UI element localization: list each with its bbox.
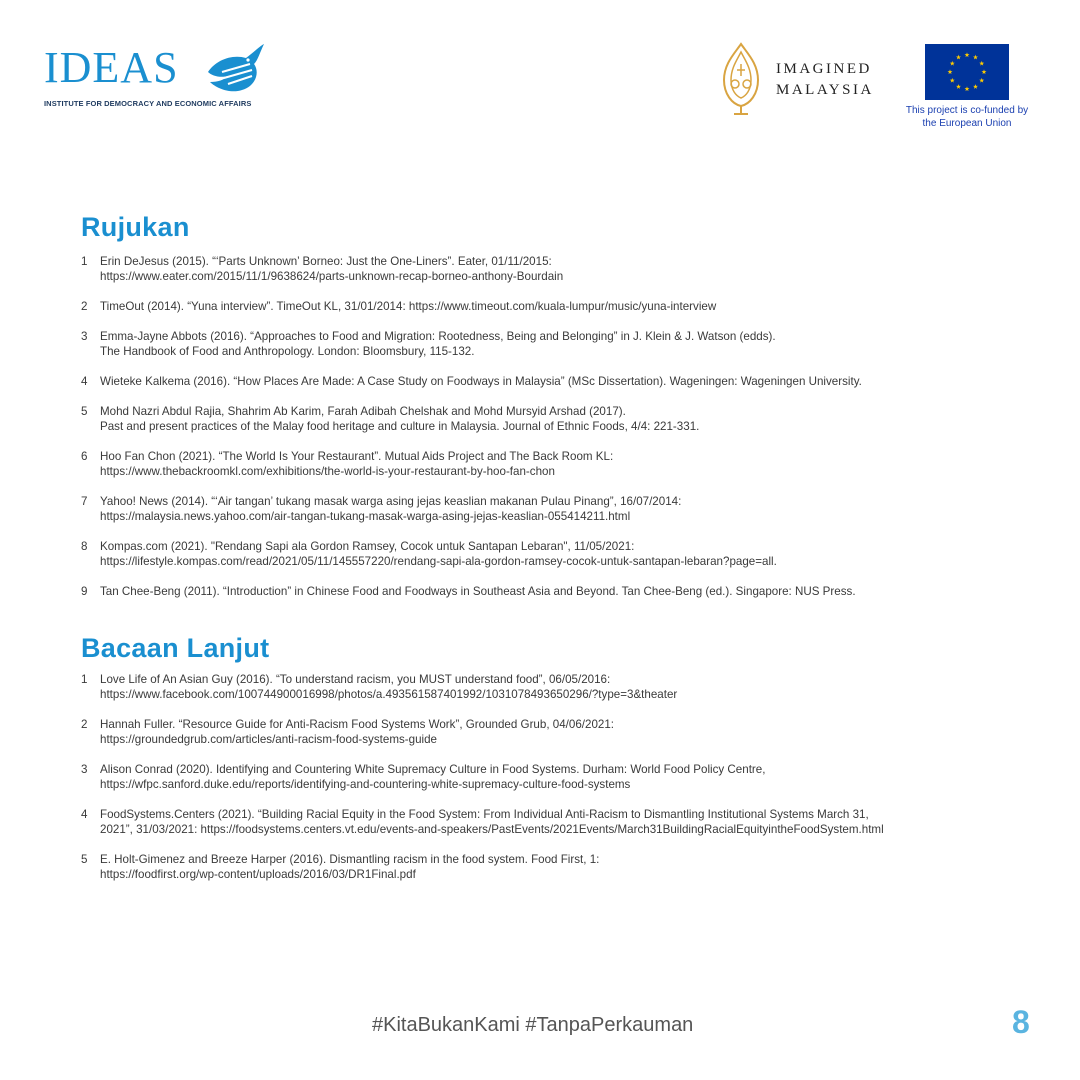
reference-text-line: https://wfpc.sanford.duke.edu/reports/identifying-and-countering-white-supremacy-culture-food-systems <box>100 778 631 791</box>
reference-text-line: https://www.thebackroomkl.com/exhibitions/the-world-is-your-restaurant-by-hoo-fan-chon <box>100 465 555 478</box>
eu-caption-line1: This project is co-funded by <box>905 105 1029 116</box>
eu-flag-icon <box>925 44 1009 100</box>
eu-caption-line2: the European Union <box>922 118 1012 129</box>
bacaan-lanjut-title: Bacaan Lanjut <box>81 633 270 663</box>
reference-number: 7 <box>81 495 88 508</box>
page-header <box>0 0 1080 140</box>
reference-number: 9 <box>81 585 88 598</box>
ideas-logo <box>44 44 284 114</box>
reference-text-line: Past and present practices of the Malay food heritage and culture in Malaysia. Journal of Ethnic Foods, 4/4: 221-331. <box>100 420 700 433</box>
reference-text-line: Tan Chee-Beng (2011). “Introduction” in Chinese Food and Foodways in Southeast Asia and Beyond. Tan Chee-Beng (ed.). Singapore: NUS Press. <box>100 585 856 598</box>
reference-item <box>81 494 1021 524</box>
reference-number: 3 <box>81 330 88 343</box>
reference-item <box>81 762 1021 792</box>
reference-number: 8 <box>81 540 88 553</box>
rujukan-list <box>81 254 1021 599</box>
footer-hashtags: #KitaBukanKami #TanpaPerkauman <box>372 1014 694 1036</box>
reference-text-line: TimeOut (2014). “Yuna interview”. TimeOut KL, 31/01/2014: https://www.timeout.com/kuala-lumpur/music/yuna-interview <box>100 300 717 313</box>
reference-number: 5 <box>81 853 88 866</box>
imagined-malaysia-logo <box>720 42 900 118</box>
reference-item <box>81 584 1021 599</box>
wayang-emblem-icon <box>720 42 762 116</box>
reference-text-line: 2021”, 31/03/2021: https://foodsystems.centers.vt.edu/events-and-speakers/PastEvents/2021Events/March31BuildingRacialEquityintheFoodSystem.html <box>100 823 884 836</box>
reference-number: 3 <box>81 763 88 776</box>
reference-text-line: https://groundedgrub.com/articles/anti-racism-food-systems-guide <box>100 733 438 746</box>
bacaan-lanjut-list <box>81 672 1021 882</box>
reference-item <box>81 404 1021 434</box>
reference-text-line: Erin DeJesus (2015). “‘Parts Unknown’ Borneo: Just the One-Liners”. Eater, 01/11/2015: <box>100 255 552 268</box>
reference-item <box>81 374 1021 389</box>
reference-text-line: Hoo Fan Chon (2021). “The World Is Your Restaurant”. Mutual Aids Project and The Back Room KL: <box>100 450 614 463</box>
reference-text-line: https://foodfirst.org/wp-content/uploads/2016/03/DR1Final.pdf <box>100 868 416 881</box>
reference-number: 4 <box>81 375 88 388</box>
reference-text-line: Yahoo! News (2014). “‘Air tangan’ tukang masak warga asing jejas keaslian makanan Pulau Pinang”, 16/07/2014: <box>100 495 682 508</box>
reference-text-line: https://www.facebook.com/100744900016998/photos/a.493561587401992/1031078493650296/?type=3&theater <box>100 688 678 701</box>
reference-text-line: Love Life of An Asian Guy (2016). “To understand racism, you MUST understand food”, 06/05/2016: <box>100 673 611 686</box>
reference-text-line: https://malaysia.news.yahoo.com/air-tangan-tukang-masak-warga-asing-jejas-keaslian-055414211.html <box>100 510 631 523</box>
reference-item <box>81 329 1021 359</box>
page-number: 8 <box>1012 1004 1030 1040</box>
dove-icon <box>202 42 266 98</box>
reference-number: 5 <box>81 405 88 418</box>
reference-text-line: Alison Conrad (2020). Identifying and Countering White Supremacy Culture in Food Systems. Durham: World Food Policy Centre, <box>100 763 766 776</box>
reference-text-line: Wieteke Kalkema (2016). “How Places Are Made: A Case Study on Foodways in Malaysia” (MSc Dissertation). Wageningen: Wageningen University. <box>100 375 862 388</box>
eu-caption <box>892 104 1042 130</box>
reference-item <box>81 717 1021 747</box>
reference-item <box>81 807 1021 837</box>
reference-number: 6 <box>81 450 88 463</box>
reference-text-line: FoodSystems.Centers (2021). “Building Racial Equity in the Food System: From Individual Anti-Racism to Dismantling Institutional Systems March 31, <box>100 808 869 821</box>
reference-item <box>81 449 1021 479</box>
reference-item <box>81 299 1021 314</box>
reference-text-line: Emma-Jayne Abbots (2016). “Approaches to Food and Migration: Rootedness, Being and Belonging” in J. Klein & J. Watson (edds). <box>100 330 776 343</box>
ideas-wordmark: IDEAS <box>44 43 179 92</box>
reference-number: 1 <box>81 673 88 686</box>
reference-number: 2 <box>81 718 88 731</box>
imagined-text: IMAGINED <box>776 61 872 77</box>
reference-item <box>81 672 1021 702</box>
reference-text-line: E. Holt-Gimenez and Breeze Harper (2016). Dismantling racism in the food system. Food First, 1: <box>100 853 600 866</box>
reference-text-line: Hannah Fuller. “Resource Guide for Anti-Racism Food Systems Work”, Grounded Grub, 04/06/2021: <box>100 718 615 731</box>
reference-text-line: Mohd Nazri Abdul Rajia, Shahrim Ab Karim, Farah Adibah Chelshak and Mohd Mursyid Arshad (2017). <box>100 405 626 418</box>
reference-number: 2 <box>81 300 88 313</box>
rujukan-title: Rujukan <box>81 212 190 242</box>
reference-item <box>81 852 1021 882</box>
reference-text-line: https://lifestyle.kompas.com/read/2021/05/11/145557220/rendang-sapi-ala-gordon-ramsey-cocok-untuk-santapan-lebaran?page=all. <box>100 555 777 568</box>
ideas-subtitle: INSTITUTE FOR DEMOCRACY AND ECONOMIC AFFAIRS <box>44 99 252 108</box>
malaysia-text: MALAYSIA <box>776 82 874 98</box>
reference-number: 1 <box>81 255 88 268</box>
reference-text-line: https://www.eater.com/2015/11/1/9638624/parts-unknown-recap-borneo-anthony-Bourdain <box>100 270 564 283</box>
reference-item <box>81 254 1021 284</box>
reference-number: 4 <box>81 808 88 821</box>
reference-text-line: The Handbook of Food and Anthropology. London: Bloomsbury, 115-132. <box>100 345 475 358</box>
reference-item <box>81 539 1021 569</box>
reference-text-line: Kompas.com (2021). "Rendang Sapi ala Gordon Ramsey, Cocok untuk Santapan Lebaran", 11/05/2021: <box>100 540 635 553</box>
